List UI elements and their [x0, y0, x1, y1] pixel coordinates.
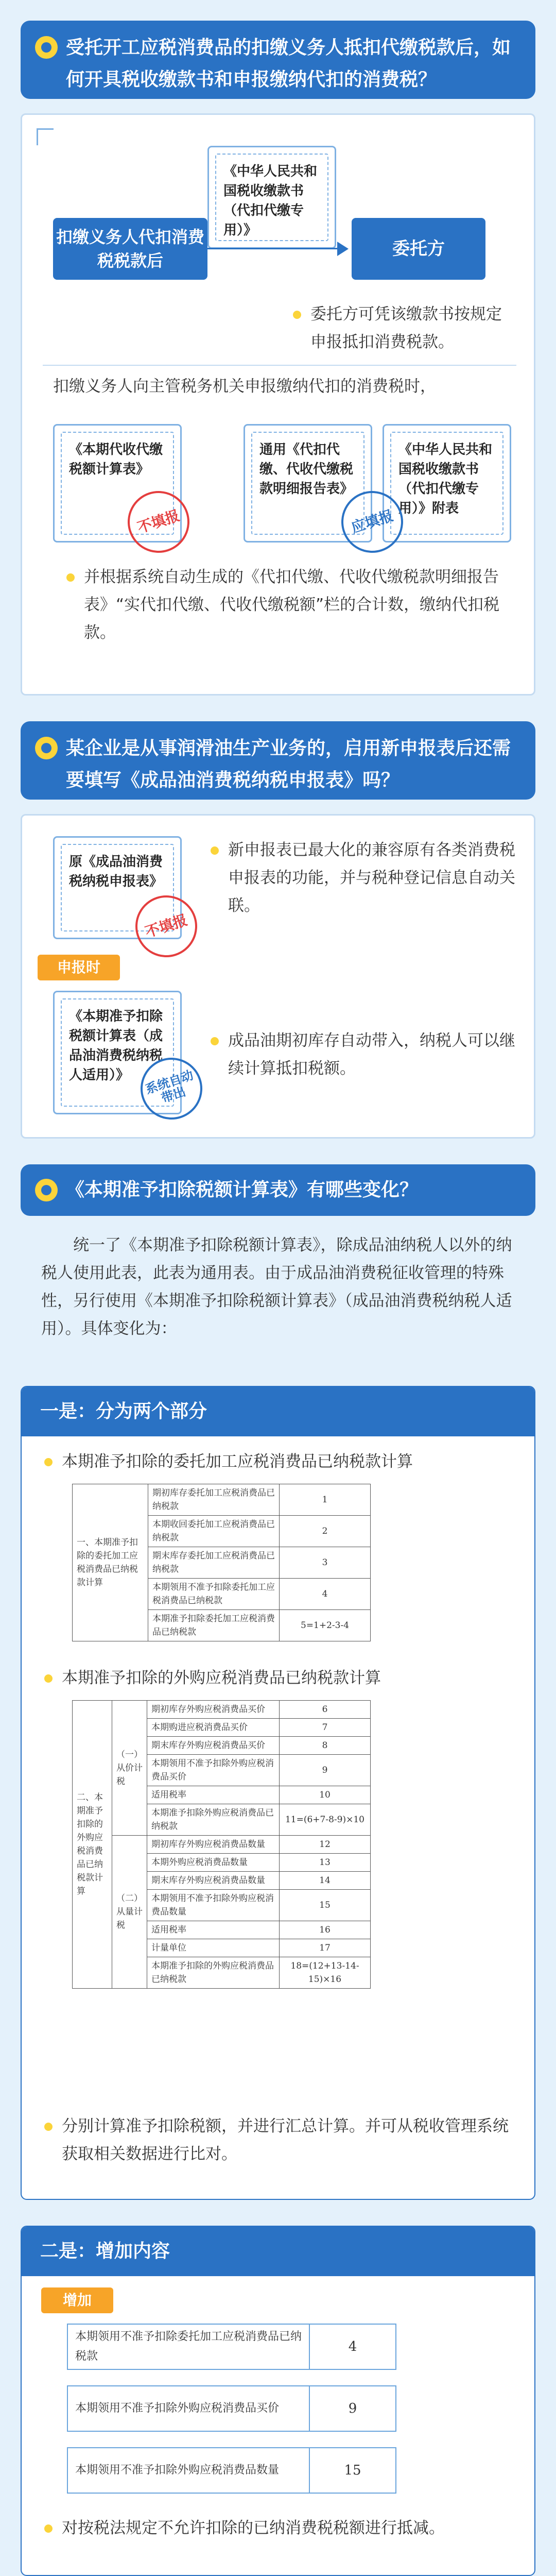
table-a-row-label: 期末库存委托加工应税消费品已纳税款: [148, 1547, 280, 1579]
bullet-opening-inventory-text: 成品油期初库存自动带入，纳税人可以继续计算抵扣税额。: [228, 1031, 515, 1078]
principal-tab: [352, 218, 485, 280]
section-1-title: 一是：分为两个部分: [40, 1401, 207, 1422]
table-a-row-number: 4: [280, 1579, 371, 1610]
added-row-2-number: 9: [348, 2401, 357, 2416]
bullet-opening-inventory: [228, 1027, 516, 1082]
added-row-3-number: 15: [344, 2463, 361, 2478]
tax-receipt-label: 《中华人民共和国税收缴款书（代扣代缴专用）》: [223, 164, 318, 238]
bullet-dot-icon: [44, 1674, 53, 1683]
table-b-row-label: 期末库存外购应税消费品数量: [147, 1872, 280, 1890]
table-b-row-label: 计量单位: [147, 1939, 280, 1957]
auto-filled-stamp-text: 系统自动带出: [144, 1067, 195, 1106]
deduction-table-b: [72, 1700, 371, 1989]
table-b-row-label: 期初库存外购应税消费品买价: [147, 1701, 280, 1719]
table-a-row-label: 本期收回委托加工应税消费品已纳税款: [148, 1516, 280, 1547]
table-b-row-number: 9: [280, 1755, 371, 1786]
table-b-row-label: 期末库存外购应税消费品买价: [147, 1737, 280, 1755]
table-a-row-label: 本期领用不准予扣除委托加工应税消费品已纳税款: [148, 1579, 280, 1610]
table-b-row-label: 本期购进应税消费品买价: [147, 1719, 280, 1737]
table-b-row-label: 适用税率: [147, 1786, 280, 1804]
receipt-attachment-label: 《中华人民共和国税收缴款书（代扣代缴专用）》附表: [398, 442, 493, 516]
question-1-title-bar: [21, 21, 535, 99]
table-b-row-number: 16: [280, 1921, 371, 1939]
table-b-row-label: 本期准予扣除外购应税消费品已纳税款: [147, 1804, 280, 1836]
flow-line: [207, 248, 341, 249]
question-icon: [35, 1179, 58, 1201]
added-row-1-label: 本期领用不准予扣除委托加工应税消费品已纳税款: [68, 2325, 310, 2369]
question-icon: [35, 36, 58, 59]
question-3-title-bar: [21, 1164, 535, 1216]
required-stamp-text: 应填报: [349, 506, 395, 537]
added-row-1-number: 4: [348, 2339, 357, 2354]
added-tag: [41, 2287, 113, 2313]
table-b-row-label: 本期领用不准予扣除外购应税消费品买价: [147, 1755, 280, 1786]
section-1-header: [22, 1387, 534, 1436]
bullet-dot-icon: [44, 2123, 53, 2131]
bullet-offset-text: 对按税法规定不允许扣除的已纳消费税税额进行抵减。: [62, 2519, 445, 2537]
general-report-label: 通用《代扣代缴、代收代缴税款明细报告表》: [259, 442, 354, 497]
table-b-row-label: 期初库存外购应税消费品数量: [147, 1836, 280, 1854]
table-b-row-number: 18=(12+13-14-15)×16: [280, 1957, 371, 1989]
deduction-table-a: [72, 1484, 371, 1641]
question-2-title-bar: [21, 721, 535, 800]
table-a-group-label: 一、本期准予扣除的委托加工应税消费品已纳税款计算: [73, 1484, 148, 1641]
bullet-dot-icon: [293, 311, 301, 319]
added-row-3: [67, 2447, 396, 2494]
added-tag-text: 增加: [62, 2292, 92, 2309]
tax-receipt-document: [207, 146, 336, 249]
table-b-row-label: 本期领用不准予扣除外购应税消费品数量: [147, 1890, 280, 1921]
bullet-system-generated-text: 并根据系统自动生成的《代扣代缴、代收代缴税款明细报告表》“实代扣代缴、代收代缴税额”栏的合计数，缴纳代扣税款。: [84, 568, 500, 642]
at-declaration-tag: [38, 955, 120, 980]
question-3-title: 《本期准予扣除税额计算表》有哪些变化？: [66, 1179, 419, 1200]
table-a-row-number: 1: [280, 1484, 371, 1516]
table-b-row-label: 本期外购应税消费品数量: [147, 1854, 280, 1872]
bullet-summary-text: 分别计算准予扣除税额，并进行汇总计算。并可从税收管理系统获取相关数据进行比对。: [62, 2117, 509, 2163]
declaration-intro: 扣缴义务人向主管税务机关申报缴纳代扣的消费税时，: [53, 377, 436, 396]
bullet-system-generated: [84, 563, 506, 647]
added-row-2-label: 本期领用不准予扣除外购应税消费品买价: [68, 2386, 310, 2431]
old-oil-return-label: 原《成品油消费税纳税申报表》: [69, 854, 163, 889]
added-row-1: [67, 2324, 396, 2370]
table-b-row: [73, 1701, 371, 1719]
bullet-principal-deduct-text: 委托方可凭该缴款书按规定申报抵扣消费税款。: [310, 305, 502, 351]
table-b-row-number: 17: [280, 1939, 371, 1957]
table-a-row-number: 5=1+2-3-4: [280, 1610, 371, 1641]
withholding-agent-label: 扣缴义务人代扣消费税税款后: [56, 227, 204, 270]
bullet-compatibility-text: 新申报表已最大化的兼容原有各类消费税申报表的功能，并与税种登记信息自动关联。: [228, 841, 515, 915]
table-b-row-number: 15: [280, 1890, 371, 1921]
table-b-subgroup-label: （二）从量计税: [112, 1836, 147, 1989]
table-a-row: [73, 1484, 371, 1516]
at-declaration-tag-text: 申报时: [57, 959, 100, 976]
table-a-row-label: 本期准予扣除委托加工应税消费品已纳税款: [148, 1610, 280, 1641]
table-b-subgroup-label: （一）从价计税: [112, 1701, 147, 1836]
not-required-stamp-text: 不填报: [135, 506, 182, 537]
corner-decoration: [37, 128, 54, 145]
oil-deduction-label: 《本期准予扣除税额计算表（成品油消费税纳税人适用）》: [69, 1009, 163, 1083]
section-2-title: 二是：增加内容: [40, 2241, 170, 2262]
bullet-dot-icon: [44, 1458, 53, 1466]
table-b-row-label: 本期准予扣除的外购应税消费品已纳税款: [147, 1957, 280, 1989]
question-3-intro: 统一了《本期准予扣除税额计算表》，除成品油纳税人以外的纳税人使用此表，此表为通用表。由于成品油消费税征收管理的特殊性，另行使用《本期准予扣除税额计算表》（成品油消费税纳税人适用）。具体变化为：: [41, 1236, 512, 1338]
added-row-2: [67, 2385, 396, 2432]
section-2-header: [22, 2227, 534, 2276]
withholding-calc-label: 《本期代收代缴税额计算表》: [69, 442, 163, 477]
bullet-compatibility: [228, 836, 516, 920]
withholding-agent-tab: [53, 218, 207, 280]
table-b-row-number: 11=(6+7-8-9)×10: [280, 1804, 371, 1836]
bullet-table-a-text: 本期准予扣除的委托加工应税消费品已纳税款计算: [62, 1452, 413, 1471]
table-a-row-number: 2: [280, 1516, 371, 1547]
added-row-3-label: 本期领用不准予扣除外购应税消费品数量: [68, 2448, 310, 2493]
question-2-panel: [21, 814, 535, 1139]
table-b-row-number: 10: [280, 1786, 371, 1804]
table-a-row-label: 期初库存委托加工应税消费品已纳税款: [148, 1484, 280, 1516]
table-b-group-label: 二、本期准予扣除的外购应税消费品已纳税款计算: [73, 1701, 112, 1989]
bullet-summary: [62, 2112, 515, 2168]
bullet-dot-icon: [211, 1037, 219, 1045]
bullet-table-a: [62, 1448, 515, 1476]
table-b-row-number: 14: [280, 1872, 371, 1890]
question-icon: [35, 737, 58, 759]
table-b-row-number: 8: [280, 1737, 371, 1755]
table-b-row: [73, 1836, 371, 1854]
table-a-row-number: 3: [280, 1547, 371, 1579]
bullet-table-b: [62, 1664, 515, 1692]
bullet-offset: [62, 2514, 515, 2542]
table-b-row-label: 适用税率: [147, 1921, 280, 1939]
bullet-principal-deduct: [310, 300, 516, 356]
bullet-dot-icon: [66, 573, 75, 582]
question-1-panel: [21, 113, 535, 696]
table-b-row-number: 13: [280, 1854, 371, 1872]
table-b-row-number: 6: [280, 1701, 371, 1719]
question-2-title: 某企业是从事润滑油生产业务的，启用新申报表后还需要填写《成品油消费税纳税申报表》吗？: [66, 738, 511, 791]
table-b-row-number: 12: [280, 1836, 371, 1854]
arrow-right-icon: [337, 242, 349, 256]
principal-label: 委托方: [392, 239, 445, 259]
divider: [43, 365, 516, 366]
bullet-table-b-text: 本期准予扣除的外购应税消费品已纳税款计算: [62, 1669, 381, 1687]
bullet-dot-icon: [44, 2524, 53, 2533]
table-b-row-number: 7: [280, 1719, 371, 1737]
question-1-title: 受托开工应税消费品的扣缴义务人抵扣代缴税款后，如何开具税收缴款书和申报缴纳代扣的消费税？: [66, 37, 511, 90]
not-required-stamp-text: 不填报: [143, 911, 189, 941]
bullet-dot-icon: [211, 846, 219, 855]
